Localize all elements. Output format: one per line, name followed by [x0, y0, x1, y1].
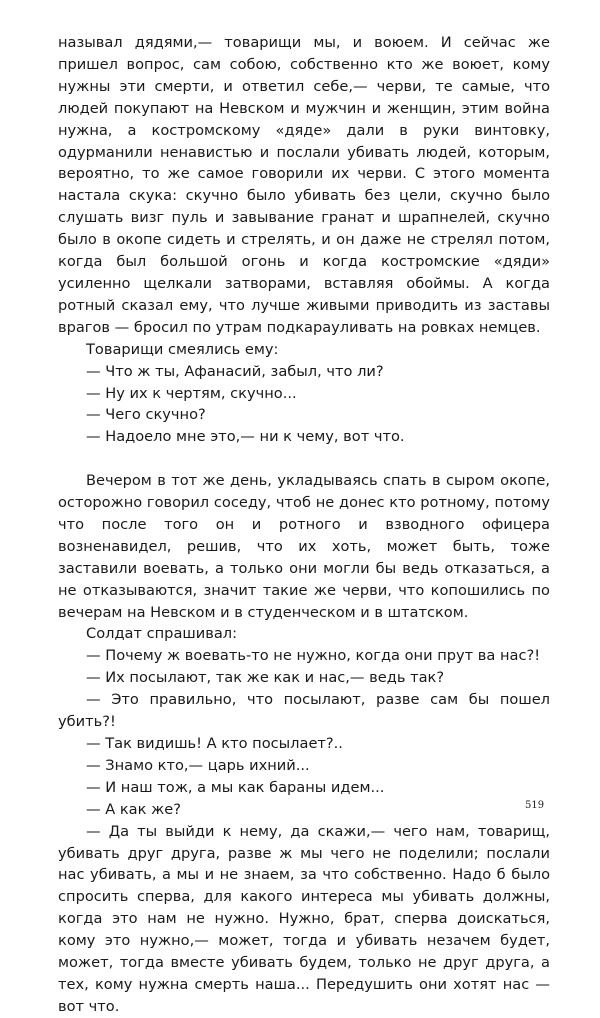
- paragraph: Вечером в тот же день, укладываясь спать в сыром окопе, осторожно говорил соседу, чтоб не донес кто ротному, потому что после того он и ротного и взводного офицера возненавидел, решив, что их хоть, может быть, тоже заставили воевать, а только они могли бы ведь отказаться, а не отказываются, значит такие же черви, что копошились по вечерам на Невском и в студенческом и в штатском.: [58, 472, 550, 621]
- paragraph: Товарищи смеялись ему:: [86, 340, 279, 358]
- dialogue-line: — Да ты выйди к нему, да скажи,— чего нам, товарищ, убивать друг друга, разве ж мы чего не поделили; послали нас убивать, а мы и не знаем, за что собственно. Надо б было спросить сперва, для какого интереса мы убивать должны, когда это нам не нужно. Нужно, брат, сперва доискаться, кому это нужно,— может, тогда и убивать незачем будет, может, тогда вместе убивать будем, только не друг друга, а тех, кому нужна смерть наша... Передушить они хотят нас — вот что.: [58, 822, 550, 1015]
- dialogue-line: — И наш тож, а мы как бараны идем...: [86, 778, 385, 796]
- page-text: [58, 32, 550, 1018]
- dialogue-line: — Так видишь! А кто посылает?..: [86, 734, 343, 752]
- dialogue-line: — Знамо кто,— царь ихний...: [86, 756, 310, 774]
- dialogue-line: — Их посылают, так же как и нас,— ведь так?: [86, 669, 445, 687]
- dialogue-line: — Это правильно, что посылают, разве сам бы пошел убить?!: [58, 691, 550, 731]
- dialogue-line: — Чего скучно?: [86, 406, 206, 424]
- paragraph-continued: называл дядями,— товарищи мы, и воюем. И сейчас же пришел вопрос, сам собою, собственно кто же воюет, кому нужны эти смерти, и ответил себе,— черви, те самые, что людей покупают на Невском и мужчин и женщин, этим война нужна, а костромскому «дяде» дали в руки винтовку, одурманили ненавистью и послали убивать людей, которым, вероятно, то же самое говорили их черви. С этого момента настала скука: скучно было убивать без цели, скучно было слушать визг пуль и завывание гранат и шрапнелей, скучно было в окопе сидеть и стрелять, и он даже не стрелял потом, когда был большой огонь и когда костромские «дяди» усиленно щелкали затворами, вставляя обоймы. А когда ротный сказал ему, что лучше живыми приводить из заставы врагов — бросил по утрам подкарауливать на ровках немцев.: [58, 34, 550, 336]
- paragraph: Солдат спрашивал:: [86, 625, 238, 643]
- dialogue-line: — Ну их к чертям, скучно...: [86, 384, 297, 402]
- dialogue-line: — Что ж ты, Афанасий, забыл, что ли?: [86, 362, 384, 380]
- dialogue-line: — Почему ж воевать-то не нужно, когда они прут ва нас?!: [86, 647, 541, 665]
- page-number: 519: [525, 800, 545, 811]
- dialogue-line: — А как же?: [86, 800, 181, 818]
- dialogue-line: — Надоело мне это,— ни к чему, вот что.: [86, 428, 405, 446]
